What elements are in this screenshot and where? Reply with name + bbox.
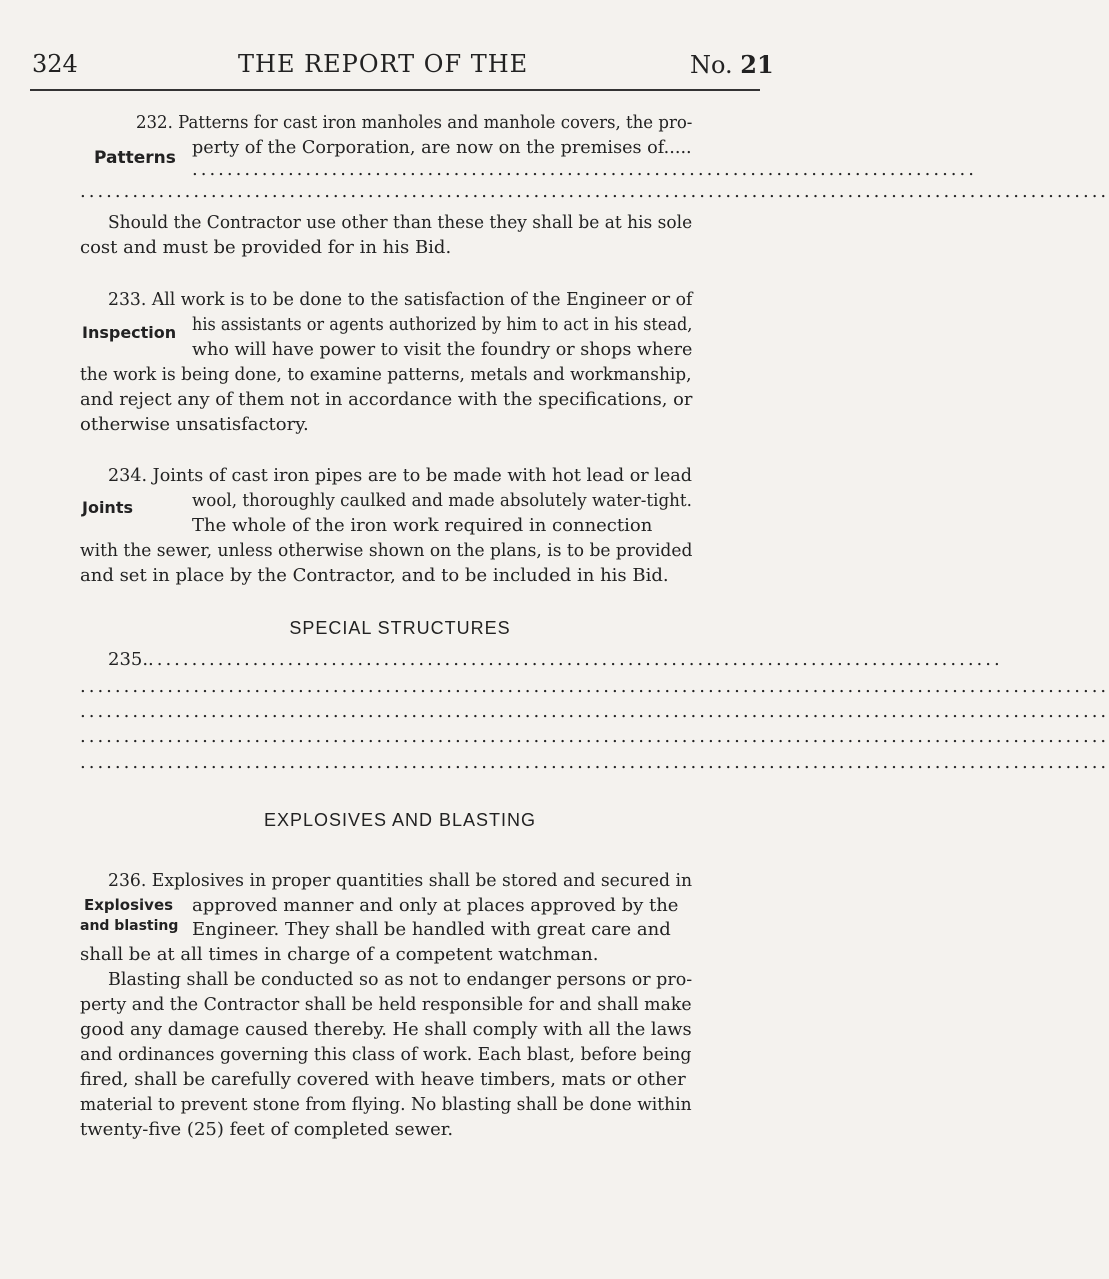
running-title: THE REPORT OF THE	[238, 50, 529, 78]
side-label-inspection: Inspection	[82, 323, 177, 342]
s233-line-5: and reject any of them not in accordance with the specifications, or	[80, 389, 693, 410]
s232-line-2: perty of the Corporation, are now on the premises of.....	[192, 137, 692, 158]
s232-line-3: Should the Contractor use other than these they shall be at his sole	[108, 212, 693, 233]
s233-line-4: the work is being done, to examine patterns, metals and workmanship,	[80, 364, 692, 385]
s236-line-10: material to prevent stone from flying. No blasting shall be done within	[80, 1094, 692, 1115]
s233-line-2: his assistants or agents authorized by him to act in his stead,	[192, 314, 693, 335]
s236-line-5: Blasting shall be conducted so as not to endanger persons or pro-	[108, 969, 693, 990]
s236-line-3: Engineer. They shall be handled with great care and	[192, 919, 671, 940]
s236-line-9: fired, shall be carefully covered with heave timbers, mats or other	[80, 1069, 686, 1090]
s236-line-11: twenty-five (25) feet of completed sewer.	[80, 1119, 454, 1140]
s232-line-1: 232. Patterns for cast iron manholes and manhole covers, the pro-	[136, 112, 693, 133]
dot-leader: ......................................................................................................................	[80, 752, 1109, 773]
dot-leader: ......................................................................................................................	[80, 676, 1109, 697]
issue-label: No.	[690, 51, 733, 79]
s233-line-1: 233. All work is to be done to the satisfaction of the Engineer or of	[108, 289, 693, 310]
page-header	[0, 0, 800, 100]
s234-line-1: 234. Joints of cast iron pipes are to be made with hot lead or lead	[108, 465, 692, 486]
s236-line-8: and ordinances governing this class of work. Each blast, before being	[80, 1044, 692, 1065]
s236-line-1: 236. Explosives in proper quantities shall be stored and secured in	[108, 870, 693, 891]
s236-line-7: good any damage caused thereby. He shall comply with all the laws	[80, 1019, 692, 1040]
issue-value: 21	[740, 50, 774, 79]
s236-line-4: shall be at all times in charge of a competent watchman.	[80, 944, 599, 965]
s236-line-6: perty and the Contractor shall be held responsible for and shall make	[80, 994, 692, 1015]
page-number: 324	[32, 50, 78, 78]
header-rule	[30, 89, 760, 91]
heading-explosives-blasting: EXPLOSIVES AND BLASTING	[263, 810, 537, 830]
dot-leader: ......................................................................................................................	[80, 726, 1109, 747]
issue-number	[690, 50, 774, 79]
dot-leader: ......................................................................................................................	[80, 181, 1109, 202]
s235-number: 235.	[108, 649, 149, 670]
dot-leader: ..................................................................................................	[148, 649, 1003, 670]
s233-line-3: who will have power to visit the foundry or shops where	[192, 339, 693, 360]
side-label-patterns: Patterns	[94, 148, 176, 168]
heading-special-structures: SPECIAL STRUCTURES	[289, 618, 511, 638]
s232-line-4: cost and must be provided for in his Bid.	[80, 237, 452, 258]
s234-line-2: wool, thoroughly caulked and made absolutely water-tight.	[192, 490, 692, 511]
s236-line-2: approved manner and only at places approved by the	[192, 895, 679, 916]
side-label-and-blasting: and blasting	[80, 918, 179, 934]
s234-line-3: The whole of the iron work required in connection	[192, 515, 653, 536]
s234-line-5: and set in place by the Contractor, and to be included in his Bid.	[80, 565, 669, 586]
side-label-joints: Joints	[82, 498, 133, 517]
side-label-explosives: Explosives	[84, 896, 174, 914]
s233-line-6: otherwise unsatisfactory.	[80, 414, 309, 435]
s234-line-4: with the sewer, unless otherwise shown on the plans, is to be provided	[80, 540, 693, 561]
dot-leader: ......................................................................................................................	[80, 701, 1109, 722]
dot-leader: ..........................................................................................	[192, 159, 977, 180]
